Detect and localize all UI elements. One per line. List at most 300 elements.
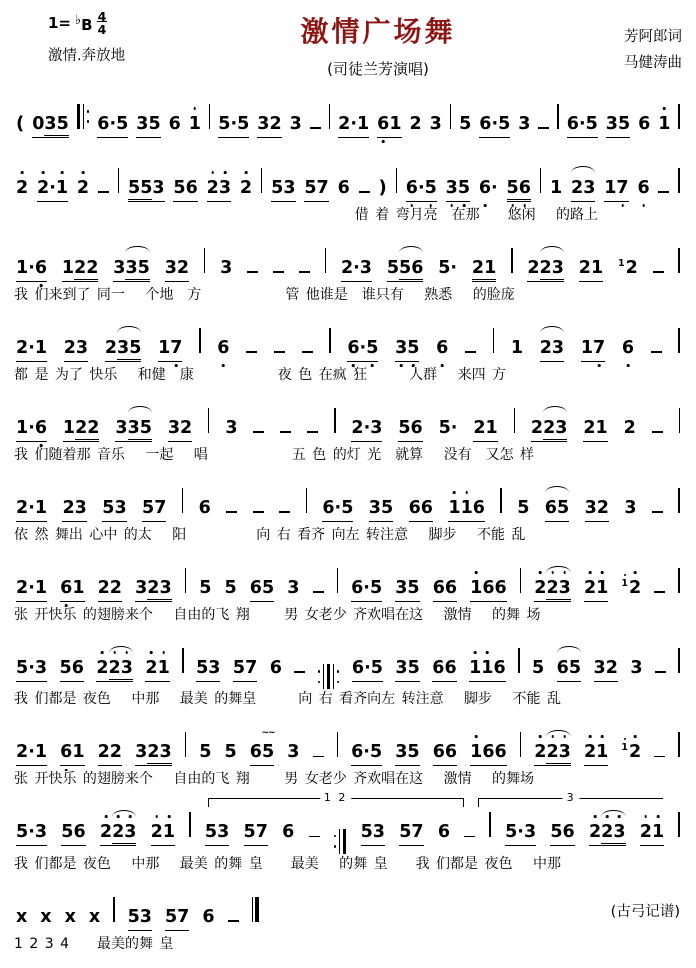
composer-credit: 马健涛曲 bbox=[624, 55, 682, 72]
note-group: 6 · bbox=[479, 180, 498, 198]
note-group: 035 bbox=[32, 116, 69, 134]
note-group: 17 bbox=[158, 340, 182, 358]
octave-dot-above bbox=[645, 815, 648, 818]
slur-arc bbox=[543, 406, 567, 413]
lyrics-row: 都 是 为了 快乐 和健 康 夜 色 在疯 狂 人群 来四 方 bbox=[14, 367, 507, 383]
note-group: 66 bbox=[432, 660, 456, 678]
duration-dash bbox=[253, 431, 264, 433]
note-group: $^1$ 2 bbox=[621, 579, 641, 598]
barline bbox=[679, 408, 680, 433]
note-group: x bbox=[40, 906, 52, 927]
octave-dot-below bbox=[382, 140, 385, 143]
octave-dot-above bbox=[663, 107, 666, 110]
music-system-8 bbox=[14, 633, 682, 708]
duration-dash bbox=[302, 351, 313, 353]
octave-dot-above bbox=[634, 571, 637, 574]
time-signature-bottom: 4 bbox=[97, 22, 107, 38]
slur-arc bbox=[112, 810, 136, 817]
octave-dot-above bbox=[624, 574, 626, 576]
note-group: 53 bbox=[196, 660, 220, 678]
note-group: 5 6 bbox=[507, 180, 531, 198]
lyrics-row: 借 着 弯月亮 在那 悠闲 的路上 bbox=[354, 207, 599, 223]
duration-dash bbox=[313, 591, 324, 593]
duration-dash bbox=[465, 351, 476, 353]
note-group: 5 bbox=[199, 578, 212, 598]
barline bbox=[514, 408, 515, 433]
note-group: 1 bbox=[549, 178, 563, 198]
note-group: 6 ·5 bbox=[406, 180, 437, 198]
note-group: 2 2 3 bbox=[589, 824, 626, 842]
tempo-marking: 激情.奔放地 bbox=[48, 48, 126, 65]
duration-dash bbox=[359, 191, 370, 193]
note-group: 57 bbox=[244, 824, 268, 842]
note-group: 53 bbox=[361, 824, 385, 842]
duration-dash bbox=[247, 271, 258, 273]
slur-arc bbox=[557, 646, 581, 653]
barline bbox=[334, 408, 335, 433]
note-group: 323 bbox=[135, 744, 172, 762]
barline bbox=[329, 104, 330, 129]
slur-arc bbox=[601, 810, 625, 817]
note-group: 21 bbox=[472, 260, 496, 278]
grace-note: 1 bbox=[621, 742, 628, 753]
octave-dot-below bbox=[65, 769, 68, 772]
note-group: 57 bbox=[399, 824, 423, 842]
note-group: 2·1 bbox=[338, 116, 369, 134]
octave-dot-below bbox=[642, 204, 645, 207]
octave-dot-above bbox=[101, 651, 104, 654]
octave-dot-above bbox=[539, 571, 542, 574]
music-system-7 bbox=[14, 553, 682, 624]
barline bbox=[678, 104, 679, 129]
note-group: 23 bbox=[571, 180, 595, 198]
octave-dot-above bbox=[486, 651, 489, 654]
music-system-2 bbox=[14, 153, 682, 224]
barline bbox=[500, 488, 501, 513]
notation-row bbox=[14, 473, 682, 528]
note-group: 56 bbox=[61, 824, 85, 842]
note-group: 5·3 bbox=[505, 824, 536, 842]
barline bbox=[540, 168, 541, 193]
note-group: 2·3 bbox=[351, 420, 382, 438]
barline bbox=[678, 648, 679, 673]
lyrics-row: 我 们随着那 音乐 一起 唱 五 色 的灯 光 就算 没有 又怎 样 bbox=[14, 447, 535, 463]
octave-dot-above bbox=[475, 735, 478, 738]
music-system-9 bbox=[14, 717, 682, 788]
note-group: 56 bbox=[550, 824, 574, 842]
slur-arc bbox=[546, 730, 570, 737]
note-group: 65 bbox=[557, 660, 581, 678]
note-group: 6·5 bbox=[352, 660, 383, 678]
octave-dot-below bbox=[65, 604, 68, 607]
note-group: 5 bbox=[199, 742, 212, 763]
note-group: 35 bbox=[136, 116, 160, 134]
note-group: 3 bbox=[287, 578, 300, 598]
music-system-10 bbox=[14, 791, 682, 872]
note-group: 6 bbox=[217, 340, 229, 358]
octave-dot-above bbox=[162, 651, 165, 654]
note-group: 2 2 3 bbox=[100, 824, 137, 842]
note-group: 1·6 bbox=[16, 260, 47, 278]
duration-dash bbox=[310, 127, 321, 129]
note-group: 6 bbox=[638, 114, 651, 134]
octave-dot-below bbox=[40, 444, 43, 447]
octave-dot-above bbox=[42, 171, 45, 174]
octave-dot-above bbox=[211, 171, 214, 174]
note-group: 21 bbox=[583, 420, 607, 438]
note-group: 6·5 bbox=[322, 500, 353, 518]
slur-arc bbox=[545, 486, 569, 493]
note-group: 53 bbox=[128, 909, 152, 927]
lyrics-row: 我 们都是 夜色 中那 最美 的舞皇 向 右 看齐向左 转注意 脚步 不能 乱 bbox=[14, 691, 561, 708]
note-group: 2 ·1 bbox=[37, 180, 68, 198]
octave-dot-below bbox=[484, 204, 487, 207]
note-group: 1 bbox=[189, 116, 201, 134]
barline bbox=[208, 408, 209, 433]
octave-dot-above bbox=[245, 171, 248, 174]
octave-dot-below bbox=[175, 364, 178, 367]
music-system-3 bbox=[14, 233, 682, 304]
slur-arc bbox=[571, 166, 595, 173]
slur-arc bbox=[540, 326, 564, 333]
volta-label: 3 bbox=[563, 792, 580, 803]
duration-dash bbox=[655, 671, 666, 673]
repeat-sign bbox=[334, 829, 347, 854]
note-group: 2 bbox=[623, 418, 636, 438]
note-group: 5·3 bbox=[16, 660, 47, 678]
octave-dot-above bbox=[194, 107, 197, 110]
octave-dot-above bbox=[465, 491, 468, 494]
barline bbox=[678, 488, 679, 513]
note-group: 6 bbox=[168, 114, 181, 134]
note-group: 57 bbox=[304, 180, 328, 198]
note-group: 6 1 bbox=[60, 744, 84, 762]
note-group: 1·6 bbox=[16, 420, 47, 438]
note-group: 122 bbox=[62, 260, 99, 278]
note-group: 6 1 bbox=[377, 116, 401, 134]
note-group: 5 bbox=[224, 578, 237, 598]
score-body bbox=[14, 89, 682, 953]
barline bbox=[678, 812, 679, 837]
note-group: 23 bbox=[62, 500, 86, 518]
octave-dot-above bbox=[594, 815, 597, 818]
octave-dot-below bbox=[411, 204, 414, 207]
lyrics-row: 我 们来到了 同一 个地 方 管 他谁是 谁只有 熟悉 的脸庞 bbox=[14, 287, 515, 303]
octave-dot-above bbox=[589, 735, 592, 738]
octave-dot-below bbox=[222, 364, 225, 367]
note-group: 53 bbox=[271, 180, 295, 198]
note-group: 23 bbox=[540, 340, 564, 358]
note-group: 2 2 3 bbox=[534, 580, 571, 598]
note-group: 6 bbox=[637, 180, 649, 198]
note-group: 3 bbox=[630, 658, 643, 678]
notation-row bbox=[14, 153, 682, 208]
note-group: 5· bbox=[438, 418, 458, 438]
grace-note: 1 bbox=[617, 258, 625, 269]
octave-dot-below bbox=[598, 364, 601, 367]
octave-dot-above bbox=[224, 171, 227, 174]
note-group: 6 bbox=[282, 822, 295, 843]
octave-dot-below bbox=[441, 364, 444, 367]
note-group: 223 bbox=[527, 260, 564, 278]
note-group: 223 bbox=[531, 420, 568, 438]
note-group: 6 bbox=[436, 340, 448, 358]
slur-arc bbox=[540, 246, 564, 253]
note-group: 22 bbox=[98, 580, 122, 598]
note-group: 35 bbox=[395, 744, 419, 762]
octave-dot-above bbox=[453, 491, 456, 494]
note-group: 21 bbox=[579, 260, 603, 278]
note-group: 235 bbox=[105, 340, 142, 358]
octave-dot-below bbox=[412, 364, 415, 367]
note-group: 5 bbox=[517, 498, 530, 518]
note-group: 35 bbox=[606, 116, 630, 134]
lyrics-row: 1 2 3 4 最美的舞 皇 bbox=[14, 935, 174, 952]
note-group: 2 1 bbox=[640, 824, 664, 842]
note-group: 2·3 bbox=[341, 260, 372, 278]
note-group: 6·5 bbox=[351, 744, 382, 762]
note-group: 6 bbox=[198, 498, 211, 518]
barline bbox=[261, 168, 262, 193]
notation-row bbox=[14, 553, 682, 608]
note-group: 2 1 bbox=[584, 744, 608, 762]
note-group: 553 bbox=[128, 180, 165, 198]
notation-row bbox=[14, 89, 682, 144]
barline bbox=[182, 648, 183, 673]
duration-dash bbox=[651, 351, 662, 353]
note-group: 21 bbox=[473, 420, 497, 438]
slur-arc bbox=[117, 326, 141, 333]
octave-dot-above bbox=[474, 651, 477, 654]
octave-dot-above bbox=[624, 738, 626, 740]
duration-dash bbox=[294, 671, 305, 673]
octave-dot-above bbox=[21, 171, 24, 174]
octave-dot-above bbox=[150, 651, 153, 654]
note-group: 335 bbox=[113, 260, 150, 278]
duration-dash bbox=[274, 351, 285, 353]
note-group: 56 bbox=[398, 420, 422, 438]
barline bbox=[189, 812, 190, 837]
octave-dot-above bbox=[475, 571, 478, 574]
octave-dot-below bbox=[627, 364, 630, 367]
barline bbox=[520, 568, 521, 593]
notation-row bbox=[14, 791, 682, 856]
barline bbox=[450, 104, 451, 129]
note-group: 2 1 bbox=[584, 580, 608, 598]
note-group: 3 bbox=[289, 114, 302, 134]
note-group: 2 1 bbox=[145, 660, 169, 678]
octave-dot-below bbox=[621, 204, 624, 207]
slur-arc bbox=[128, 406, 152, 413]
duration-dash bbox=[253, 511, 264, 513]
volta-bracket bbox=[208, 791, 464, 807]
note-group: 65 bbox=[250, 580, 274, 598]
duration-dash bbox=[228, 920, 239, 922]
barline bbox=[678, 328, 679, 353]
final-barline bbox=[252, 897, 259, 922]
barline bbox=[337, 568, 338, 593]
duration-dash bbox=[226, 511, 237, 513]
note-group: 3 bbox=[429, 114, 442, 134]
octave-dot-above bbox=[168, 815, 171, 818]
barline bbox=[182, 488, 183, 513]
key-and-tempo-block bbox=[14, 10, 184, 65]
note-group: 32 bbox=[594, 660, 618, 678]
duration-dash bbox=[658, 191, 669, 193]
note-group: 57 bbox=[142, 500, 166, 518]
note-group: 6·5 bbox=[567, 116, 598, 134]
note-group: 53 bbox=[102, 500, 126, 518]
time-signature-top: 4 bbox=[97, 9, 107, 24]
octave-dot-below bbox=[352, 364, 355, 367]
note-group: 5 bbox=[532, 658, 545, 678]
slur-arc bbox=[125, 246, 149, 253]
barline bbox=[396, 168, 397, 193]
duration-dash bbox=[654, 756, 665, 758]
note-group: 1 66 bbox=[470, 580, 507, 598]
slur-arc bbox=[399, 246, 423, 253]
barline bbox=[113, 897, 114, 922]
note-group: 17 bbox=[604, 180, 628, 198]
note-group: 65 bbox=[545, 500, 569, 518]
barline bbox=[678, 168, 679, 193]
note-group: 32 bbox=[168, 420, 192, 438]
duration-dash bbox=[279, 511, 290, 513]
performer-subtitle: (司徒兰芳演唱) bbox=[327, 60, 429, 78]
note-group: 2·1 bbox=[16, 500, 47, 518]
octave-dot-below bbox=[40, 284, 43, 287]
duration-dash bbox=[280, 431, 291, 433]
note-group: 1 66 bbox=[470, 744, 507, 762]
note-group: 6·5 bbox=[351, 580, 382, 598]
lyrics-row: 张 开快乐 的翅膀来个 自由的飞 翔 男 女老少 齐欢唱在这 激情 的舞 场 bbox=[14, 607, 541, 623]
octave-dot-below bbox=[450, 204, 453, 207]
duration-dash bbox=[538, 127, 549, 129]
note-group: 5·3 bbox=[16, 824, 47, 842]
barline bbox=[678, 248, 679, 273]
note-group: 3 bbox=[624, 498, 637, 518]
octave-dot-above bbox=[589, 571, 592, 574]
barline bbox=[185, 732, 186, 757]
note-group: 556 bbox=[387, 260, 424, 278]
barline bbox=[204, 248, 205, 273]
key-letter: B bbox=[81, 15, 93, 34]
key-signature bbox=[48, 10, 184, 36]
duration-dash bbox=[299, 271, 310, 273]
octave-dot-above bbox=[539, 735, 542, 738]
note-group: 6 bbox=[269, 658, 282, 678]
barline bbox=[493, 328, 494, 353]
grace-note: 1 bbox=[621, 578, 628, 589]
music-system-11 bbox=[14, 882, 682, 953]
note-group: 2·1 bbox=[16, 580, 47, 598]
note-group: 57 bbox=[233, 660, 257, 678]
duration-dash bbox=[273, 271, 284, 273]
parenthesis: ) bbox=[378, 177, 387, 198]
notation-row bbox=[14, 233, 682, 288]
note-group: x bbox=[16, 906, 28, 927]
duration-dash bbox=[313, 756, 324, 758]
barline bbox=[489, 812, 490, 837]
duration-dash bbox=[246, 351, 257, 353]
note-group: 3 bbox=[287, 742, 300, 763]
duration-dash bbox=[464, 836, 475, 838]
barline bbox=[678, 568, 679, 593]
duration-dash bbox=[307, 431, 318, 433]
note-group: 335 bbox=[115, 420, 152, 438]
octave-dot-above bbox=[82, 171, 85, 174]
note-group: 32 bbox=[165, 260, 189, 278]
note-group: 6 bbox=[437, 822, 450, 843]
lyrics-row: 张 开快乐 的翅膀来个 自由的飞 翔 男 女老少 齐欢唱在这 激情 的舞场 bbox=[14, 771, 535, 788]
octave-dot-above bbox=[634, 735, 637, 738]
note-group: 2 3 bbox=[207, 180, 231, 198]
notation-row bbox=[14, 393, 682, 448]
parenthesis: ( bbox=[16, 113, 25, 134]
note-group: 2 2 3 bbox=[534, 744, 571, 762]
notation-row bbox=[14, 717, 682, 772]
note-group: 1 bbox=[510, 338, 524, 358]
notation-row bbox=[14, 633, 682, 692]
note-group: 32 bbox=[257, 116, 281, 134]
note-group: 53 bbox=[205, 824, 229, 842]
octave-dot-below bbox=[524, 204, 527, 207]
flat-sign: ♭ bbox=[75, 12, 82, 28]
octave-dot-above bbox=[155, 815, 158, 818]
barline bbox=[511, 248, 512, 273]
note-group: 56 bbox=[173, 180, 197, 198]
note-group: 1 bbox=[658, 116, 670, 134]
note-group: 6 1 bbox=[60, 580, 84, 598]
note-group: 6·5 bbox=[97, 116, 128, 134]
note-group: 35 bbox=[395, 580, 419, 598]
note-group: 65 ~~ bbox=[250, 744, 274, 762]
note-group: 66 bbox=[409, 500, 433, 518]
lyrics-row: 我 们都是 夜色 中那 最美 的舞 皇 最美 的舞 皇 我 们都是 夜色 中那 bbox=[14, 855, 561, 872]
music-system-5 bbox=[14, 393, 682, 464]
mordent: ~~ bbox=[261, 728, 275, 739]
note-group: 6·5 bbox=[479, 116, 510, 134]
note-group: 35 bbox=[395, 660, 419, 678]
note-group: 2 2 3 bbox=[96, 660, 133, 678]
music-system-1 bbox=[14, 89, 682, 144]
octave-dot-above bbox=[601, 735, 604, 738]
note-group: 122 bbox=[63, 420, 100, 438]
octave-dot-below bbox=[371, 364, 374, 367]
note-group: 22 bbox=[98, 744, 122, 762]
note-group: 3 bbox=[220, 258, 233, 278]
octave-dot-above bbox=[601, 571, 604, 574]
barline bbox=[329, 328, 330, 353]
note-group: 1 1 6 bbox=[448, 500, 485, 518]
note-group: 2 bbox=[240, 180, 252, 198]
note-group: 2·1 bbox=[16, 340, 47, 358]
note-group: 5· bbox=[438, 258, 458, 278]
barline bbox=[678, 732, 679, 757]
note-group: $^1$2 bbox=[617, 258, 638, 278]
note-group: 3 5 bbox=[395, 340, 419, 358]
barline bbox=[306, 488, 307, 513]
note-group: 6 bbox=[622, 340, 634, 358]
note-group: 2·1 bbox=[16, 744, 47, 762]
time-signature bbox=[97, 10, 108, 36]
note-group: 3 bbox=[225, 418, 238, 438]
note-group: 5 bbox=[224, 742, 237, 763]
volta-label: 1 2 bbox=[320, 792, 352, 803]
note-group: 5 bbox=[459, 114, 472, 134]
barline bbox=[209, 104, 210, 129]
note-group: 32 bbox=[585, 500, 609, 518]
